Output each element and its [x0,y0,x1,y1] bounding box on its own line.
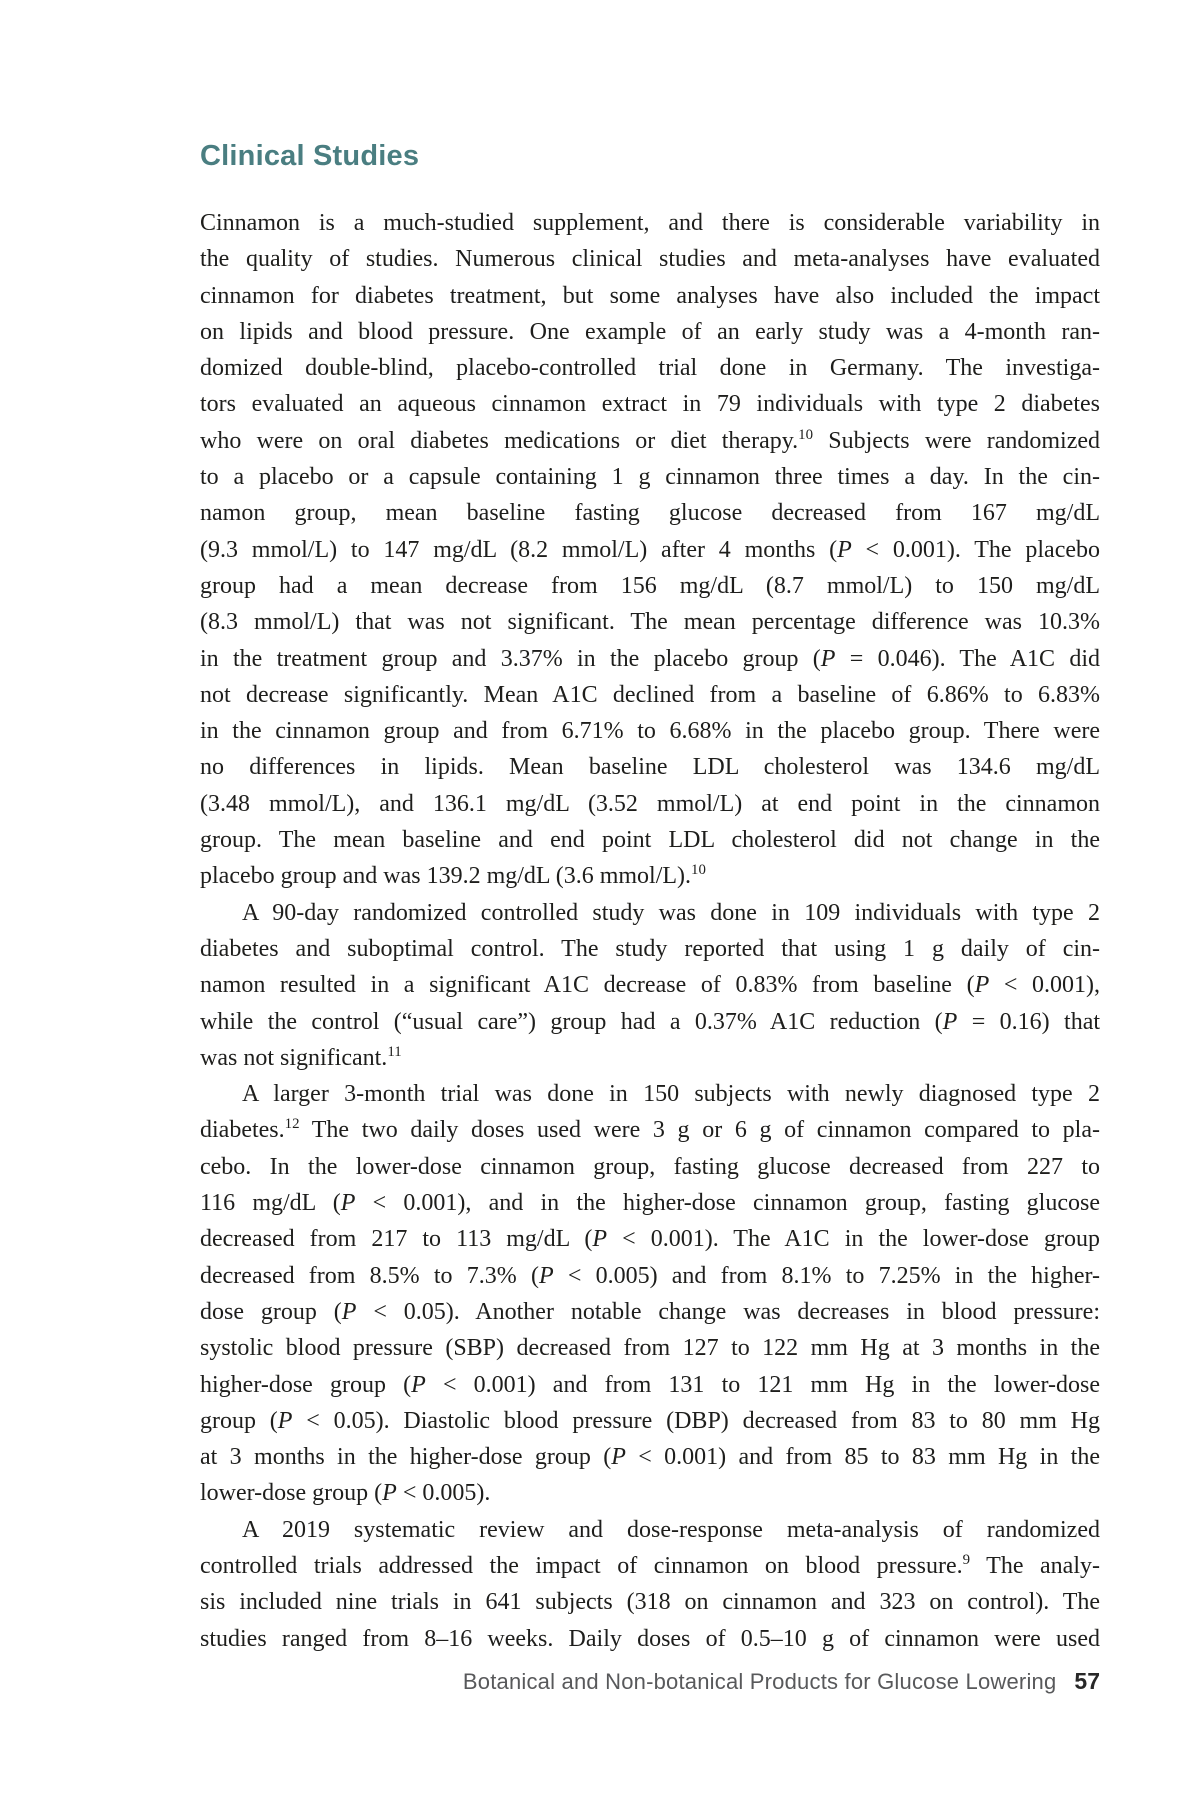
text-line: namon group, mean baseline fasting glucose decreased from 167 mg/dL [200,500,1100,527]
text-line: 116 mg/dL (P < 0.001), and in the higher-dose cinnamon group, fasting glucose [200,1190,1100,1217]
text-line: A 2019 systematic review and dose-response meta-analysis of randomized [242,1516,1100,1543]
text-line: was not significant.$^{11}$ [200,1043,402,1071]
text-line: A 90-day randomized controlled study was done in 109 individuals with type 2 [242,899,1100,926]
text-line: who were on oral diabetes medications or diet therapy.$^{10}$ Subjects were randomized [200,426,1101,454]
text-line: (9.3 mmol/L) to 147 mg/dL (8.2 mmol/L) after 4 months (P < 0.001). The placebo [200,536,1100,563]
text-line: in the cinnamon group and from 6.71% to 6.68% in the placebo group. There were [200,718,1100,745]
text-line: group. The mean baseline and end point LDL cholesterol did not change in the [200,827,1100,854]
running-title: Botanical and Non-botanical Products for Glucose Lowering [462,1669,1057,1694]
text-line: not decrease significantly. Mean A1C declined from a baseline of 6.86% to 6.83% [200,681,1100,708]
text-line: group had a mean decrease from 156 mg/dL (8.7 mmol/L) to 150 mg/dL [200,572,1100,599]
text-line: controlled trials addressed the impact of cinnamon on blood pressure.$^9$ The analy- [200,1551,1100,1579]
text-line: A larger 3-month trial was done in 150 subjects with newly diagnosed type 2 [242,1081,1100,1108]
text-line: lower-dose group (P < 0.005). [200,1480,491,1507]
text-line: systolic blood pressure (SBP) decreased from 127 to 122 mm Hg at 3 months in the [200,1335,1100,1362]
text-line: the quality of studies. Numerous clinical studies and meta-analyses have evaluated [200,246,1100,273]
section-heading: Clinical Studies [200,140,420,172]
body-text [200,205,1100,1657]
text-line: placebo group and was 139.2 mg/dL (3.6 mmol/L).$^{10}$ [200,862,706,890]
text-line: domized double-blind, placebo-controlled trial done in Germany. The investiga- [200,355,1100,382]
text-line: in the treatment group and 3.37% in the placebo group (P = 0.046). The A1C did [200,645,1101,672]
text-line: (8.3 mmol/L) that was not significant. The mean percentage difference was 10.3% [200,609,1100,636]
text-line: namon resulted in a significant A1C decrease of 0.83% from baseline (P < 0.001), [200,972,1100,999]
page-footer [200,1668,1100,1695]
text-line: diabetes.$^{12}$ The two daily doses used were 3 g or 6 g of cinnamon compared to pla- [200,1116,1100,1144]
text-line: while the control (“usual care”) group had a 0.37% A1C reduction (P = 0.16) that [200,1008,1101,1035]
text-line: at 3 months in the higher-dose group (P < 0.001) and from 85 to 83 mm Hg in the [200,1444,1100,1471]
text-line: (3.48 mmol/L), and 136.1 mg/dL (3.52 mmol/L) at end point in the cinnamon [200,790,1100,817]
text-line: decreased from 8.5% to 7.3% (P < 0.005) and from 8.1% to 7.25% in the higher- [200,1262,1101,1289]
text-line: tors evaluated an aqueous cinnamon extract in 79 individuals with type 2 diabetes [200,391,1100,418]
text-line: cinnamon for diabetes treatment, but some analyses have also included the impact [200,282,1100,309]
text-line: diabetes and suboptimal control. The study reported that using 1 g daily of cin- [200,935,1100,962]
text-line: studies ranged from 8–16 weeks. Daily doses of 0.5–10 g of cinnamon were used [200,1625,1100,1652]
text-line: sis included nine trials in 641 subjects (318 on cinnamon and 323 on control). The [200,1589,1100,1616]
text-line: cebo. In the lower-dose cinnamon group, fasting glucose decreased from 227 to [200,1153,1100,1180]
text-line: to a placebo or a capsule containing 1 g cinnamon three times a day. In the cin- [200,464,1100,491]
text-line: higher-dose group (P < 0.001) and from 131 to 121 mm Hg in the lower-dose [200,1371,1100,1398]
text-line: dose group (P < 0.05). Another notable change was decreases in blood pressure: [200,1298,1100,1325]
text-line: decreased from 217 to 113 mg/dL (P < 0.001). The A1C in the lower-dose group [200,1226,1100,1253]
text-line: Cinnamon is a much-studied supplement, and there is considerable variability in [200,210,1100,236]
text-line: group (P < 0.05). Diastolic blood pressure (DBP) decreased from 83 to 80 mm Hg [200,1407,1100,1434]
text-line: on lipids and blood pressure. One example of an early study was a 4-month ran- [200,318,1100,345]
text-line: no differences in lipids. Mean baseline LDL cholesterol was 134.6 mg/dL [200,754,1100,781]
page-number: 57 [1074,1668,1100,1694]
